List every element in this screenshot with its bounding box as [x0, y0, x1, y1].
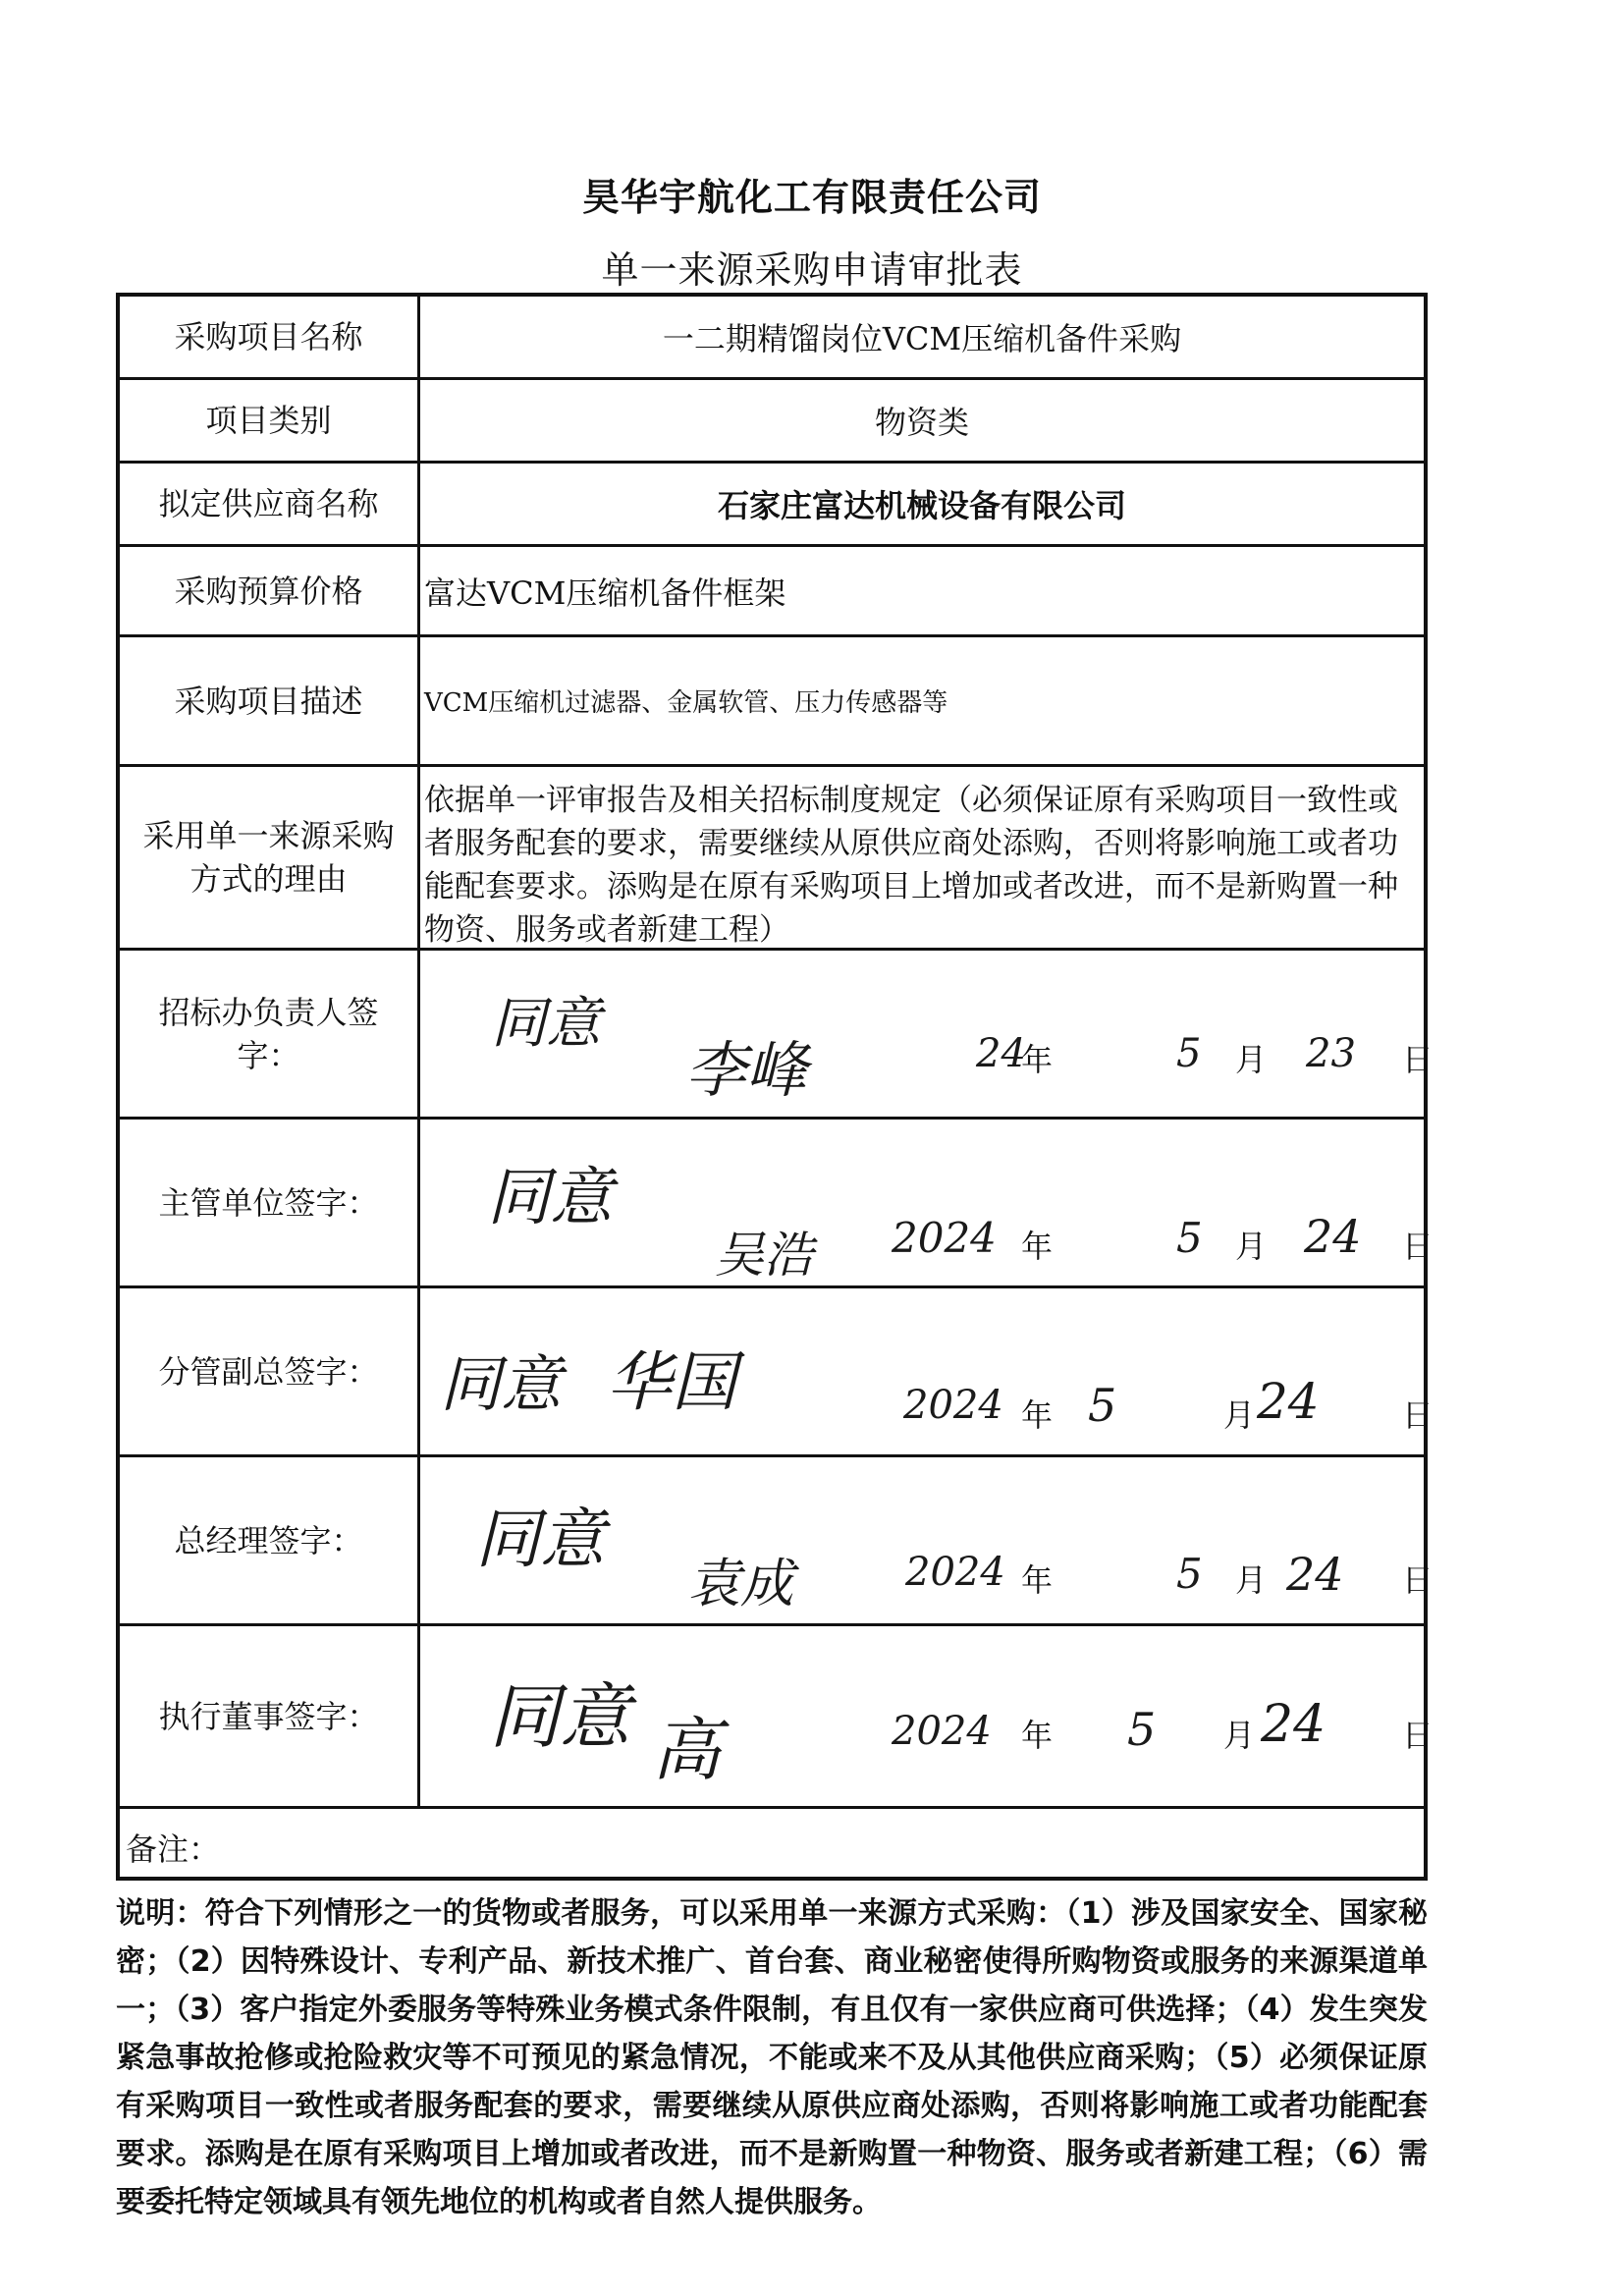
day-unit: 日 [1402, 1041, 1435, 1078]
date-year: 2024 [892, 1709, 992, 1754]
month-unit: 月 [1223, 1717, 1256, 1754]
handwritten-signature: 华国 [607, 1344, 736, 1420]
handwritten-signature: 李峰 [685, 1034, 808, 1106]
date-month: 5 [1176, 1214, 1203, 1262]
handwritten-signature: 吴浩 [715, 1227, 813, 1284]
row-signature-vice-president [120, 1288, 1435, 1457]
label-signature: 分管副总签字： [120, 1288, 420, 1454]
remark-row [120, 1809, 1424, 1885]
label-signature: 执行董事签字： [120, 1626, 420, 1806]
label-project-category: 项目类别 [120, 380, 420, 461]
date-day: 24 [1257, 1373, 1320, 1430]
explanation-note: 说明：符合下列情形之一的货物或者服务，可以采用单一来源方式采购：（1）涉及国家安全、国家秘密；（2）因特殊设计、专利产品、新技术推广、首台套、商业秘密使得所购物资或服务的来源渠道单一；（3）客户指定外委服务等特殊业务模式条件限制，有且仅有一家供应商可供选择；（4）发生突发紧急事故抢修或抢险救灾等不可预见的紧急情况，不能或来不及从其他供应商采购；（5）必须保证原有采购项目一致性或者服务配套的要求，需要继续从原供应商处添购，否则将影响施工或者功能配套要求。添购是在原有采购项目上增加或者改进，而不是新购置一种物资、服务或者新建工程；（6）需要委托特定领域具有领先地位的机构或者自然人提供服务。 [116, 1896, 1428, 2219]
date-day: 24 [1286, 1548, 1344, 1601]
handwritten-opinion: 同意 [491, 992, 601, 1056]
label-description: 采购项目描述 [120, 637, 420, 764]
row-description [120, 637, 1424, 767]
date-month: 5 [1088, 1379, 1117, 1432]
handwritten-opinion: 同意 [440, 1348, 563, 1420]
date-month: 5 [1176, 1031, 1202, 1076]
handwritten-opinion: 同意 [487, 1162, 613, 1234]
row-project-name [120, 297, 1424, 380]
year-unit: 年 [1021, 1041, 1054, 1078]
row-signature-general-manager [120, 1457, 1435, 1626]
remark-label: 备注： [126, 1830, 221, 1868]
date-day: 24 [1261, 1695, 1326, 1754]
signature-area [420, 951, 1435, 1117]
day-unit: 日 [1402, 1561, 1435, 1599]
handwritten-signature: 袁成 [687, 1553, 793, 1614]
label-signature: 主管单位签字： [120, 1120, 420, 1285]
month-unit: 月 [1235, 1228, 1268, 1265]
month-unit: 月 [1235, 1561, 1268, 1599]
value-reason: 依据单一评审报告及相关招标制度规定（必须保证原有采购项目一致性或者服务配套的要求，需要继续从原供应商处添购，否则将影响施工或者功能配套要求。添购是在原有采购项目上增加或者改进，而不是新购置一种物资、服务或者新建工程） [424, 783, 1398, 948]
day-unit: 日 [1402, 1396, 1435, 1434]
month-unit: 月 [1235, 1041, 1268, 1078]
row-supplier [120, 464, 1424, 547]
label-project-name: 采购项目名称 [120, 297, 420, 377]
value-supplier: 石家庄富达机械设备有限公司 [717, 487, 1126, 524]
value-description: VCM压缩机过滤器、金属软管、压力传感器等 [424, 688, 948, 718]
form-title: 单一来源采购申请审批表 [601, 248, 1023, 292]
handwritten-signature: 高 [652, 1710, 721, 1790]
approval-table [116, 293, 1435, 1881]
signature-area [420, 1288, 1435, 1454]
date-year: 2024 [892, 1214, 997, 1262]
date-year: 2024 [905, 1550, 1005, 1595]
label-supplier: 拟定供应商名称 [120, 464, 420, 544]
month-unit: 月 [1223, 1396, 1256, 1434]
row-budget [120, 547, 1424, 637]
date-month: 5 [1127, 1703, 1157, 1756]
row-signature-executive-director [120, 1626, 1435, 1809]
handwritten-opinion: 同意 [489, 1675, 631, 1758]
date-day: 24 [1304, 1210, 1362, 1263]
value-project-name: 一二期精馏岗位VCM压缩机备件采购 [662, 320, 1182, 357]
date-month: 5 [1176, 1550, 1203, 1598]
row-reason [120, 767, 1424, 951]
row-signature-bidding-office [120, 951, 1435, 1120]
label-reason: 采用单一来源采购方式的理由 [120, 767, 420, 948]
date-year: 2024 [903, 1383, 1003, 1428]
row-signature-department [120, 1120, 1435, 1288]
row-project-category [120, 380, 1424, 464]
value-budget: 富达VCM压缩机备件框架 [424, 574, 786, 612]
year-unit: 年 [1021, 1561, 1054, 1599]
year-unit: 年 [1021, 1396, 1054, 1434]
label-budget: 采购预算价格 [120, 547, 420, 634]
signature-area [420, 1120, 1435, 1285]
label-signature: 招标办负责人签字： [120, 951, 420, 1117]
signature-area [420, 1626, 1435, 1806]
value-project-category: 物资类 [874, 404, 969, 441]
signature-area [420, 1457, 1435, 1623]
year-unit: 年 [1021, 1717, 1054, 1754]
label-signature: 总经理签字： [120, 1457, 420, 1623]
date-day: 23 [1306, 1031, 1356, 1076]
company-name: 昊华宇航化工有限责任公司 [581, 175, 1042, 219]
day-unit: 日 [1402, 1717, 1435, 1754]
day-unit: 日 [1402, 1228, 1435, 1265]
handwritten-opinion: 同意 [475, 1502, 605, 1577]
date-year: 24 [976, 1031, 1026, 1076]
year-unit: 年 [1021, 1228, 1054, 1265]
